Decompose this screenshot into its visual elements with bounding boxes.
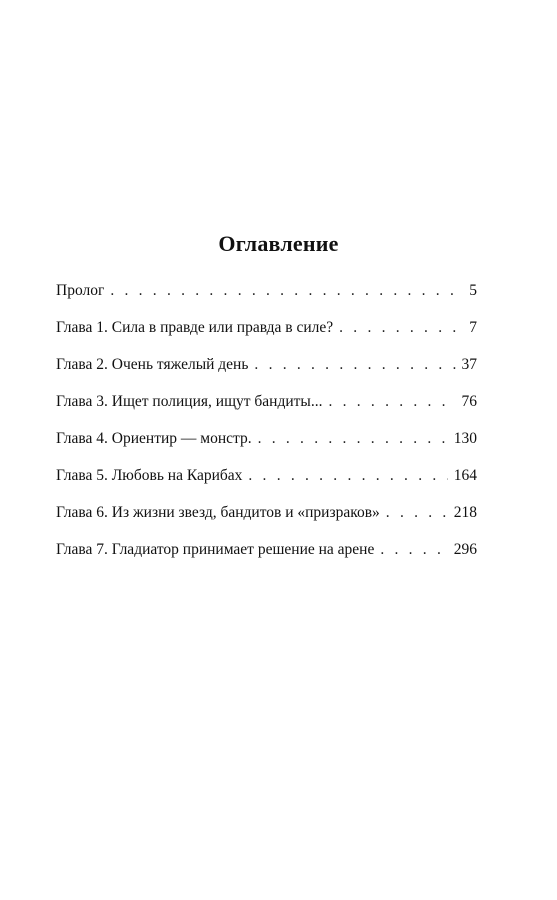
toc-page-number: 164 xyxy=(453,467,477,484)
toc-entry-label: Глава 4. Ориентир — монстр. xyxy=(56,430,252,447)
toc-entry-label: Глава 6. Из жизни звезд, бандитов и «призраков» xyxy=(56,504,380,521)
toc-page-number: 218 xyxy=(453,504,477,521)
toc-entry-label: Глава 1. Сила в правде или правда в силе? xyxy=(56,319,334,336)
toc-page-number: 7 xyxy=(469,319,477,336)
dot-leader xyxy=(386,503,448,523)
toc-page-number: 130 xyxy=(453,430,477,447)
dot-leader xyxy=(254,355,455,375)
toc-entry-label: Пролог xyxy=(56,282,105,299)
toc-entry-prologue xyxy=(56,281,477,318)
toc-entry-chapter-2 xyxy=(56,355,477,392)
toc-page-number: 296 xyxy=(453,541,477,558)
toc-entry-label: Глава 2. Очень тяжелый день xyxy=(56,356,249,373)
dot-leader xyxy=(248,466,447,486)
toc-entry-label: Глава 7. Гладиатор принимает решение на арене xyxy=(56,541,375,558)
table-of-contents xyxy=(56,281,477,577)
toc-page-number: 76 xyxy=(461,393,477,410)
dot-leader xyxy=(110,281,463,301)
toc-entry-chapter-5 xyxy=(56,466,477,503)
toc-entry-chapter-6 xyxy=(56,503,477,540)
toc-page-number: 37 xyxy=(461,356,477,373)
toc-entry-label: Глава 5. Любовь на Карибах xyxy=(56,467,243,484)
toc-entry-chapter-7 xyxy=(56,540,477,577)
dot-leader xyxy=(380,540,447,560)
dot-leader xyxy=(339,318,463,338)
toc-entry-chapter-4 xyxy=(56,429,477,466)
dot-leader xyxy=(258,429,448,449)
toc-entry-chapter-1 xyxy=(56,318,477,355)
toc-entry-label: Глава 3. Ищет полиция, ищут бандиты... xyxy=(56,393,323,410)
toc-title: Оглавление xyxy=(218,231,339,256)
toc-entry-chapter-3 xyxy=(56,392,477,429)
dot-leader xyxy=(328,392,455,412)
toc-page-number: 5 xyxy=(469,282,477,299)
